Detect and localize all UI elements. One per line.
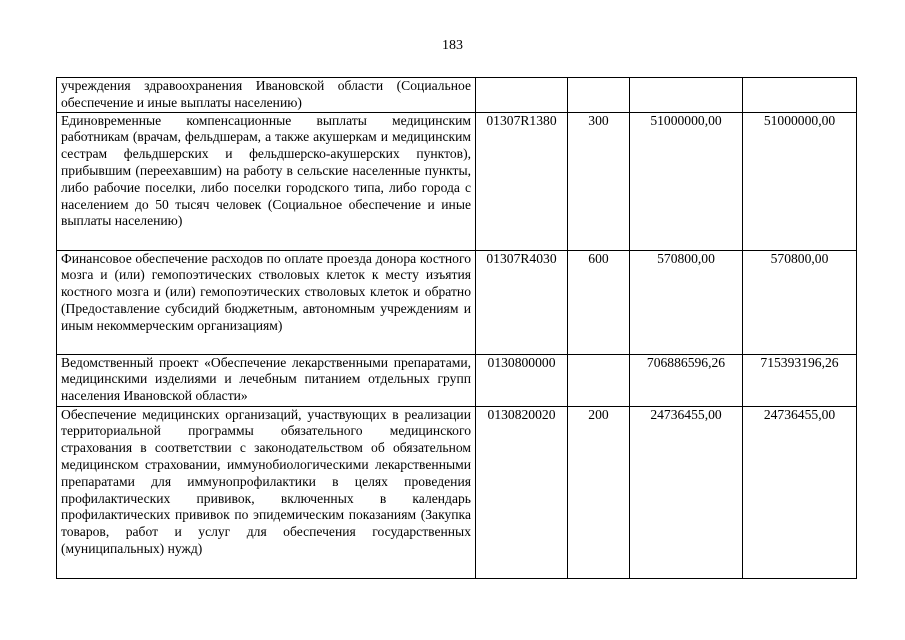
description-cell: Обеспечение медицинских организаций, участвующих в реализации территориальной программы обязательного медицинского страхования в соответствии с законодательством об обязательном медицинском страховании, иммунобиологическими лекарственными препаратами для иммунопрофилактики в целях проведения профилактических прививок, включенных в календарь профилактических прививок по эпидемическим показаниям (Закупка товаров, работ и услуг для обеспечения государственных (муниципальных) нужд): [57, 406, 476, 578]
budget-table-body: [57, 78, 857, 579]
table-row: [57, 354, 857, 406]
expense-type-cell: 600: [568, 250, 630, 354]
code-cell: 0130800000: [476, 354, 568, 406]
description-cell: Ведомственный проект «Обеспечение лекарственными препаратами, медицинскими изделиями и лечебным питанием отдельных групп населения Ивановской области»: [57, 354, 476, 406]
table-row: [57, 78, 857, 113]
description-cell: учреждения здравоохранения Ивановской области (Социальное обеспечение и иные выплаты населению): [57, 78, 476, 113]
expense-type-cell: 300: [568, 112, 630, 250]
expense-type-cell: [568, 78, 630, 113]
expense-type-cell: [568, 354, 630, 406]
code-cell: 01307R4030: [476, 250, 568, 354]
sum-year2-cell: 570800,00: [743, 250, 857, 354]
expense-type-cell: 200: [568, 406, 630, 578]
budget-table: [56, 77, 857, 579]
sum-year1-cell: 570800,00: [630, 250, 743, 354]
table-row: [57, 406, 857, 578]
page-number: 183: [442, 38, 463, 53]
sum-year2-cell: 715393196,26: [743, 354, 857, 406]
code-cell: [476, 78, 568, 113]
sum-year2-cell: [743, 78, 857, 113]
table-row: [57, 250, 857, 354]
table-row: [57, 112, 857, 250]
sum-year1-cell: 24736455,00: [630, 406, 743, 578]
sum-year1-cell: 51000000,00: [630, 112, 743, 250]
sum-year2-cell: 24736455,00: [743, 406, 857, 578]
description-cell: Единовременные компенсационные выплаты медицинским работникам (врачам, фельдшерам, а также акушеркам и медицинским сестрам фельдшерских и фельдшерско-акушерских пунктов), прибывшим (переехавшим) на работу в сельские населенные пункты, либо рабочие поселки, либо поселки городского типа, либо города с населением до 50 тысяч человек (Социальное обеспечение и иные выплаты населению): [57, 112, 476, 250]
sum-year2-cell: 51000000,00: [743, 112, 857, 250]
code-cell: 0130820020: [476, 406, 568, 578]
description-cell: Финансовое обеспечение расходов по оплате проезда донора костного мозга и (или) гемопоэтических стволовых клеток к месту изъятия костного мозга и (или) гемопоэтических стволовых клеток и обратно (Предоставление субсидий бюджетным, автономным учреждениям и иным некоммерческим организациям): [57, 250, 476, 354]
sum-year1-cell: [630, 78, 743, 113]
code-cell: 01307R1380: [476, 112, 568, 250]
sum-year1-cell: 706886596,26: [630, 354, 743, 406]
